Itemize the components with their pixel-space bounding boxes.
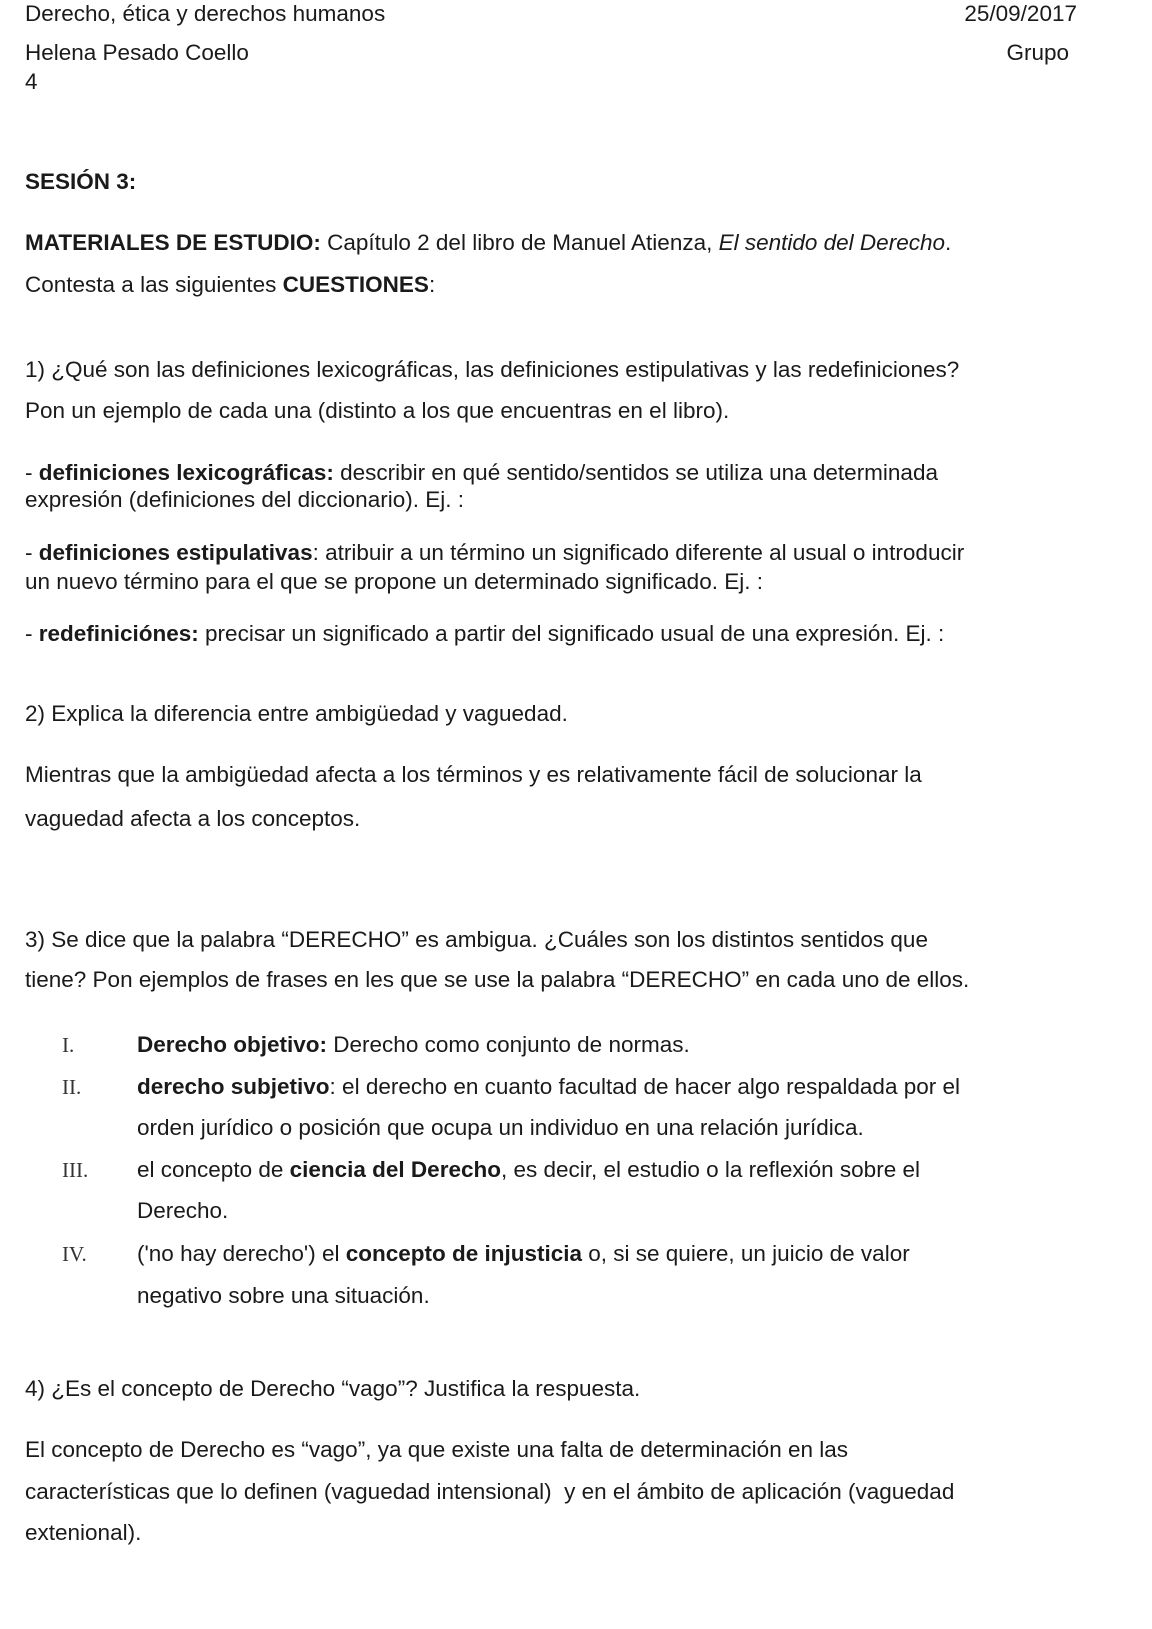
sense-term: ciencia del Derecho: [289, 1157, 501, 1182]
list-numeral: II.: [62, 1075, 82, 1099]
sense-text: : el derecho en cuanto facultad de hacer algo respaldada por el: [329, 1074, 960, 1099]
definition: describir en qué sentido/sentidos se utiliza una determinada: [333, 460, 938, 485]
header-date: 25/09/2017: [964, 1, 1077, 26]
instruction-pre: Contesta a las siguientes: [25, 272, 283, 297]
materials-text: Capítulo 2 del libro de Manuel Atienza,: [320, 230, 719, 255]
q2-answer-line1: Mientras que la ambigüedad afecta a los términos y es relativamente fácil de solucionar la: [25, 762, 922, 787]
course-title: Derecho, ética y derechos humanos: [25, 1, 386, 26]
list-item: [137, 1156, 920, 1184]
list-item: [137, 1073, 960, 1101]
q4-answer-line3: extenional).: [25, 1520, 142, 1545]
sense-term: derecho subjetivo: [137, 1074, 330, 1099]
q1-question-line1: 1) ¿Qué son las definiciones lexicográficas, las definiciones estipulativas y las redefiniciones?: [25, 357, 960, 382]
q2-answer-line2: vaguedad afecta a los conceptos.: [25, 806, 361, 831]
q4-answer-line2: características que lo definen (vaguedad intensional) y en el ámbito de aplicación (vaguedad: [25, 1479, 955, 1504]
q1-item-estipulativas: [25, 539, 964, 567]
group-label: Grupo: [1006, 40, 1069, 65]
list-numeral: I.: [62, 1033, 75, 1057]
sense-pre: el concepto de: [137, 1157, 290, 1182]
definition: precisar un significado a partir del significado usual de una expresión. Ej. :: [198, 621, 945, 646]
term: redefiniciónes:: [38, 621, 199, 646]
q4-question: 4) ¿Es el concepto de Derecho “vago”? Justifica la respuesta.: [25, 1376, 641, 1401]
dash: -: [25, 621, 39, 646]
term: definiciones estipulativas: [38, 540, 313, 565]
group-number: 4: [25, 69, 38, 94]
dash: -: [25, 540, 39, 565]
list-numeral: III.: [62, 1158, 89, 1182]
session-title: [25, 168, 136, 196]
materials-label: MATERIALES DE ESTUDIO:: [25, 230, 321, 255]
session-title-text: SESIÓN 3:: [25, 169, 137, 194]
list-item: [137, 1031, 690, 1059]
q1-question-line2: Pon un ejemplo de cada una (distinto a los que encuentras en el libro).: [25, 398, 730, 423]
term: definiciones lexicográficas:: [38, 460, 334, 485]
list-item-cont: negativo sobre una situación.: [137, 1283, 430, 1308]
sense-term: Derecho objetivo:: [137, 1032, 328, 1057]
instruction-line: [25, 271, 435, 299]
sense-term: concepto de injusticia: [345, 1241, 583, 1266]
materials-line: [25, 229, 951, 257]
q1-item-lexicograficas: [25, 459, 938, 487]
instruction-end: :: [428, 272, 436, 297]
list-item: [137, 1240, 910, 1268]
q1-item-estipulativas-cont: un nuevo término para el que se propone un determinado significado. Ej. :: [25, 569, 763, 594]
q2-question: 2) Explica la diferencia entre ambigüedad y vaguedad.: [25, 701, 568, 726]
definition: : atribuir a un término un significado diferente al usual o introducir: [312, 540, 965, 565]
list-item-cont: Derecho.: [137, 1198, 229, 1223]
q3-question-line1: 3) Se dice que la palabra “DERECHO” es ambigua. ¿Cuáles son los distintos sentidos que: [25, 927, 928, 952]
student-name: Helena Pesado Coello: [25, 40, 249, 65]
q1-item-redefiniciones: [25, 620, 944, 648]
q4-answer-line1: El concepto de Derecho es “vago”, ya que existe una falta de determinación en las: [25, 1437, 848, 1462]
q3-question-line2: tiene? Pon ejemplos de frases en les que se use la palabra “DERECHO” en cada uno de ellos.: [25, 967, 970, 992]
sense-pre: ('no hay derecho') el: [137, 1241, 346, 1266]
list-numeral: IV.: [62, 1242, 87, 1266]
materials-book: El sentido del Derecho: [718, 230, 945, 255]
sense-text: , es decir, el estudio o la reflexión sobre el: [500, 1157, 920, 1182]
list-item-cont: orden jurídico o posición que ocupa un individuo en una relación jurídica.: [137, 1115, 864, 1140]
materials-end: .: [944, 230, 952, 255]
sense-text: Derecho como conjunto de normas.: [327, 1032, 690, 1057]
dash: -: [25, 460, 39, 485]
sense-text: o, si se quiere, un juicio de valor: [582, 1241, 910, 1266]
instruction-bold: CUESTIONES: [282, 272, 429, 297]
q1-item-lexicograficas-cont: expresión (definiciones del diccionario). Ej. :: [25, 487, 464, 512]
